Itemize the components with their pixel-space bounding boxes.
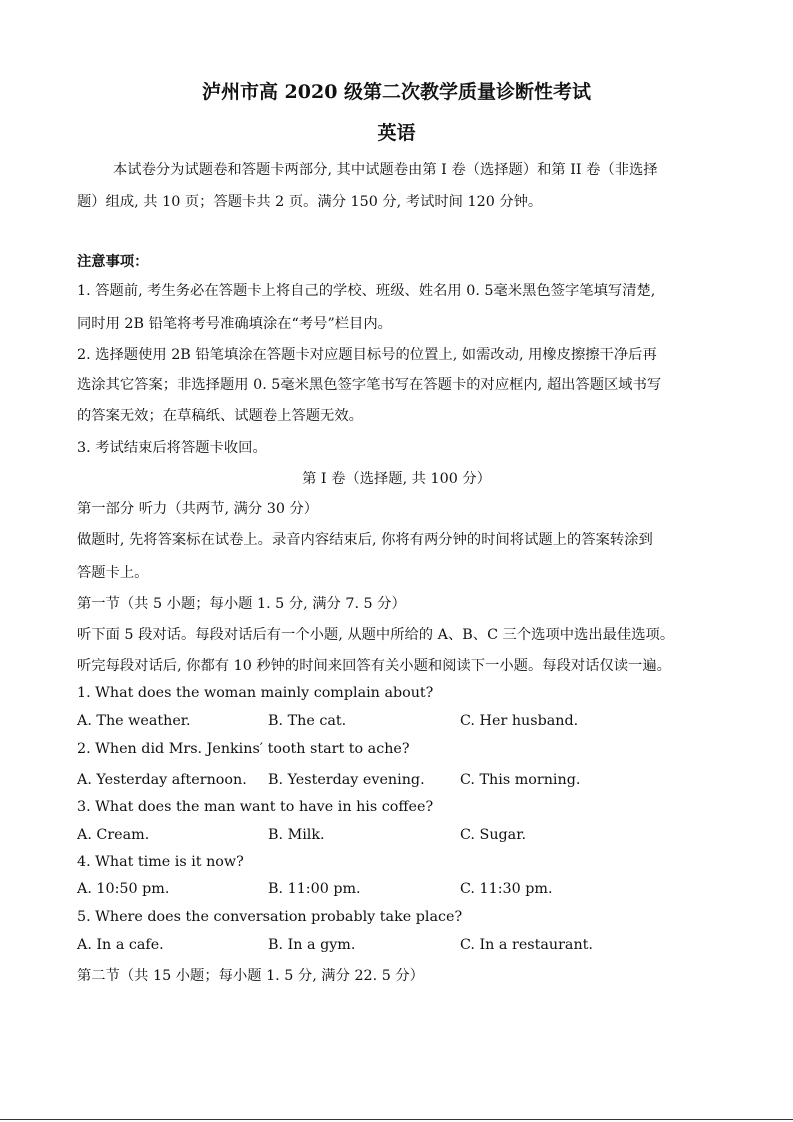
intro-line-2: 题）组成, 共 10 页；答题卡共 2 页。满分 150 分, 考试时间 120 分钟。 [77, 194, 543, 210]
question-1-option-b: B. The cat. [268, 713, 347, 729]
question-2-option-b: B. Yesterday evening. [268, 772, 425, 788]
question-3: 3. What does the man want to have in his coffee? [77, 799, 434, 815]
question-1-option-c: C. Her husband. [460, 713, 579, 729]
question-5-option-c: C. In a restaurant. [460, 937, 593, 953]
question-3-option-a: A. Cream. [77, 827, 150, 843]
question-1-option-a: A. The weather. [77, 713, 191, 729]
question-4-option-a: A. 10:50 pm. [77, 881, 170, 897]
section-2-heading: 第二节（共 15 小题；每小题 1. 5 分, 满分 22. 5 分） [77, 968, 424, 984]
note-3: 3. 考试结束后将答题卡收回。 [77, 440, 267, 456]
subject-title: 英语 [377, 122, 416, 144]
page-bottom-rule [0, 1119, 793, 1120]
note-1-line-2: 同时用 2B 铅笔将考号准确填涂在“考号”栏目内。 [77, 316, 392, 332]
question-3-option-b: B. Milk. [268, 827, 325, 843]
question-4: 4. What time is it now? [77, 854, 244, 870]
question-2-option-a: A. Yesterday afternoon. [77, 772, 247, 788]
section-1-instruction-line-2: 听完每段对话后, 你都有 10 秒钟的时间来回答有关小题和阅读下一小题。每段对话仅读一遍。 [77, 658, 671, 674]
volume-heading: 第 I 卷（选择题, 共 100 分） [302, 471, 491, 487]
note-2-line-2: 选涂其它答案；非选择题用 0. 5毫米黑色签字笔书写在答题卡的对应框内, 超出答题区域书写 [77, 377, 662, 393]
section-1-heading: 第一节（共 5 小题；每小题 1. 5 分, 满分 7. 5 分） [77, 596, 406, 612]
notes-heading: 注意事项： [77, 254, 149, 270]
part-1-instruction-line-2: 答题卡上。 [77, 565, 149, 581]
question-5: 5. Where does the conversation probably take place? [77, 909, 463, 925]
question-2-option-c: C. This morning. [460, 772, 581, 788]
question-4-option-c: C. 11:30 pm. [460, 881, 553, 897]
question-4-option-b: B. 11:00 pm. [268, 881, 361, 897]
note-1-line-1: 1. 答题前, 考生务必在答题卡上将自己的学校、班级、姓名用 0. 5毫米黑色签字笔填写清楚, [77, 283, 656, 299]
part-1-instruction-line-1: 做题时, 先将答案标在试卷上。录音内容结束后, 你将有两分钟的时间将试题上的答案转涂到 [77, 532, 653, 548]
part-1-heading: 第一部分 听力（共两节, 满分 30 分） [77, 501, 319, 517]
question-5-option-b: B. In a gym. [268, 937, 356, 953]
intro-line-1: 本试卷分为试题卷和答题卡两部分, 其中试题卷由第 I 卷（选择题）和第 II 卷（非选择 [113, 162, 658, 178]
question-2: 2. When did Mrs. Jenkins′ tooth start to ache? [77, 741, 410, 757]
note-2-line-1: 2. 选择题使用 2B 铅笔填涂在答题卡对应题目标号的位置上, 如需改动, 用橡皮擦擦干净后再 [77, 347, 657, 363]
exam-title: 泸州市高 2020 级第二次教学质量诊断性考试 [201, 81, 592, 103]
question-3-option-c: C. Sugar. [460, 827, 527, 843]
note-2-line-3: 的答案无效；在草稿纸、试题卷上答题无效。 [77, 408, 363, 424]
question-5-option-a: A. In a cafe. [77, 937, 164, 953]
section-1-instruction-line-1: 听下面 5 段对话。每段对话后有一个小题, 从题中所给的 A、B、C 三个选项中选出最佳选项。 [77, 627, 675, 643]
question-1: 1. What does the woman mainly complain about? [77, 685, 434, 701]
